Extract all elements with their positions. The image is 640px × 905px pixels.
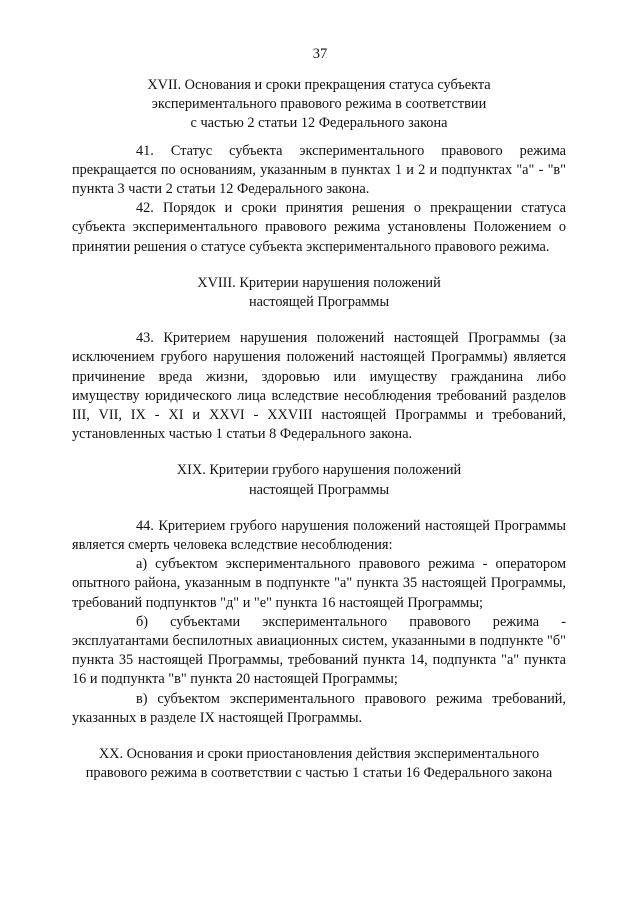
section-18-heading xyxy=(72,274,566,312)
section-19-heading xyxy=(72,461,566,499)
section-20-heading xyxy=(66,745,572,783)
section-19-heading-line: XIX. Критерии грубого нарушения положений xyxy=(176,462,462,479)
paragraph-44-b: б) субъектами экспериментального правового режима - эксплуатантами беспилотных авиационных систем, указанными в подпункте "б" пункта 35 настоящей Программы, требований пункта 14, подпункта "а" пункта 16 и подпункта "в" пункта 20 настоящей Программы; xyxy=(72,613,566,688)
paragraph-41: 41. Статус субъекта экспериментального правового режима прекращается по основаниям, указанным в пунктах 1 и 2 и подпунктах "а" - "в" пункта 3 части 2 статьи 12 Федерального закона. xyxy=(72,142,566,198)
section-17-heading xyxy=(72,76,566,134)
page-number: 37 xyxy=(312,46,328,62)
paragraph-44-a: а) субъектом экспериментального правового режима - оператором опытного района, указанным в подпункте "а" пункта 35 настоящей Программы, требований подпунктов "д" и "е" пункта 16 настоящей Программы; xyxy=(72,556,566,611)
section-17-heading-line: с частью 2 статьи 12 Федерального закона xyxy=(190,115,448,132)
section-17-heading-line: экспериментального правового режима в соответствии xyxy=(151,96,487,113)
document-body xyxy=(72,76,566,784)
section-18-heading-line: XVIII. Критерии нарушения положений xyxy=(197,274,441,291)
section-20-heading-line: XX. Основания и сроки приостановления действия экспериментального xyxy=(98,746,540,763)
section-18-heading-line: настоящей Программы xyxy=(248,294,390,311)
paragraph-44: 44. Критерием грубого нарушения положений настоящей Программы является смерть человека вследствие несоблюдения: xyxy=(72,517,566,554)
paragraph-42: 42. Порядок и сроки принятия решения о прекращении статуса субъекта экспериментального правового режима установлены Положением о принятии решения о статусе субъекта экспериментального правового режима. xyxy=(72,200,566,255)
section-17-heading-line: XVII. Основания и сроки прекращения статуса субъекта xyxy=(147,77,491,93)
section-20-heading-line: правового режима в соответствии с частью 1 статьи 16 Федерального закона xyxy=(85,765,553,782)
paragraph-43: 43. Критерием нарушения положений настоящей Программы (за исключением грубого нарушения положений настоящей Программы) является причинение вреда жизни, здоровью или имуществу гражданина либо имуществу юридического лица вследствие несоблюдения требований разделов III, VII, IX - XI и XXVI - XXVIII настоящей Программы и требований, установленных частью 1 статьи 8 Федерального закона. xyxy=(72,330,566,443)
section-19-heading-line: настоящей Программы xyxy=(248,481,390,498)
paragraph-44-c: в) субъектом экспериментального правового режима требований, указанных в разделе IX настоящей Программы. xyxy=(72,690,566,726)
